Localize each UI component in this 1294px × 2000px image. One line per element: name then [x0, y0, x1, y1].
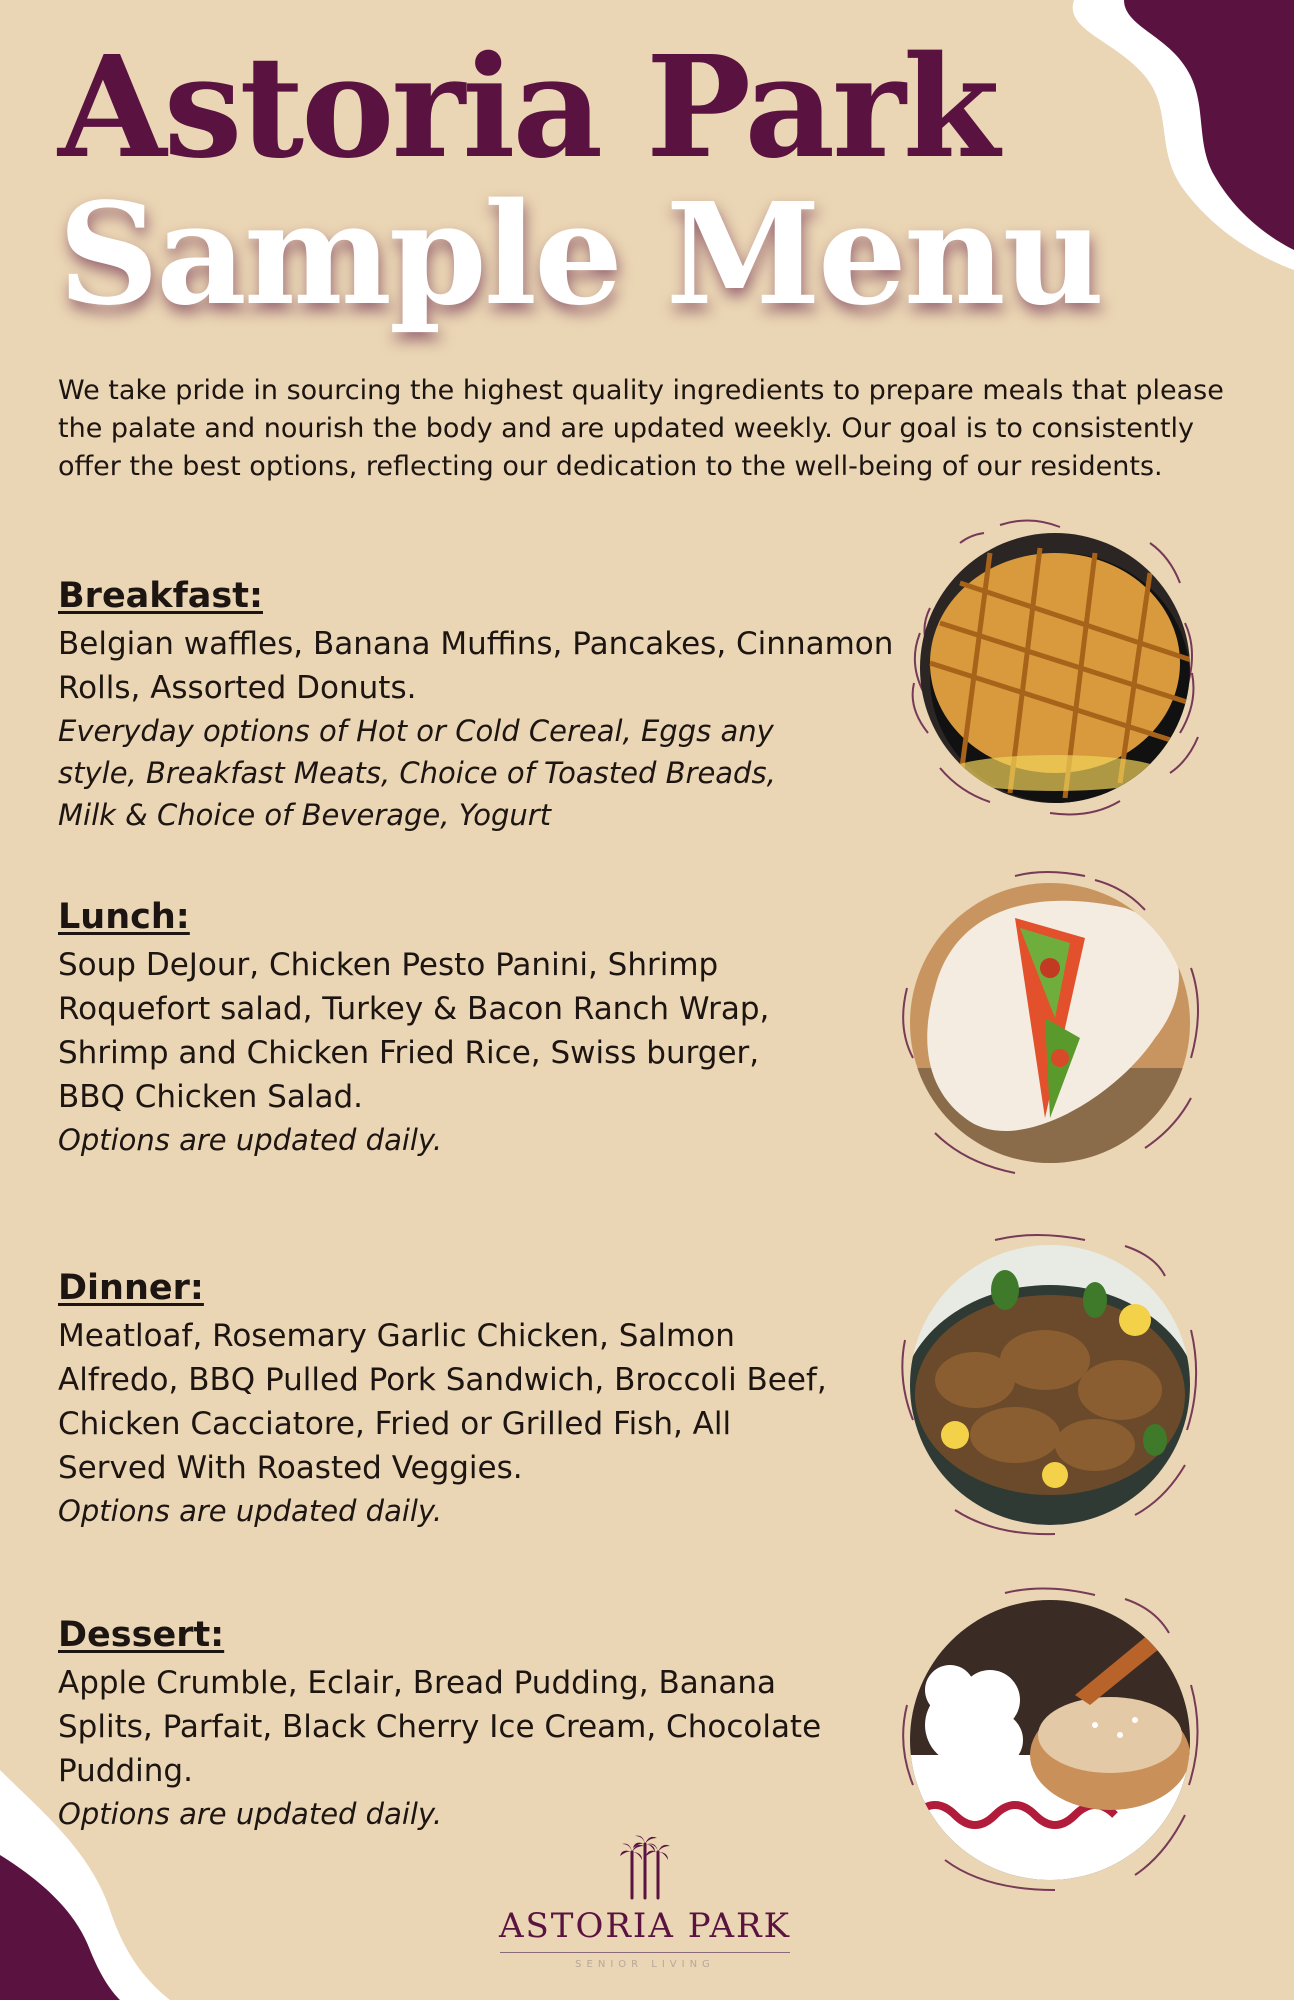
lunch-section — [58, 895, 798, 1161]
dessert-note: Options are updated daily. — [58, 1797, 443, 1831]
dessert-photo — [895, 1585, 1205, 1895]
lunch-note: Options are updated daily. — [58, 1123, 443, 1157]
dessert-section — [58, 1613, 848, 1835]
palm-trees-icon — [620, 1830, 670, 1900]
breakfast-section — [58, 574, 898, 836]
dinner-items: Meatloaf, Rosemary Garlic Chicken, Salmon Alfredo, BBQ Pulled Pork Sandwich, Broccoli Beef, Chicken Cacciatore, Fried or Grilled Fish, All Served With Roasted Veggies. — [58, 1318, 827, 1486]
lunch-heading: Lunch: — [58, 897, 190, 937]
logo-tagline: SENIOR LIVING — [575, 1959, 715, 1970]
dessert-items: Apple Crumble, Eclair, Bread Pudding, Banana Splits, Parfait, Black Cherry Ice Cream, Chocolate Pudding. — [58, 1665, 822, 1789]
wrap-photo — [895, 868, 1205, 1178]
title-sample-menu: Sample Menu — [58, 173, 1102, 337]
waffle-photo — [900, 513, 1210, 823]
roasted-chicken-photo — [895, 1230, 1205, 1540]
intro-paragraph: We take pride in sourcing the highest quality ingredients to prepare meals that please the palate and nourish the body and are updated weekly. Our goal is to consistently offer the best options, reflecting our dedication to the well-being of our residents. — [58, 375, 1224, 482]
title-astoria-park: Astoria Park — [58, 26, 997, 190]
dinner-note: Options are updated daily. — [58, 1494, 443, 1528]
dessert-heading: Dessert: — [58, 1615, 225, 1655]
dinner-heading: Dinner: — [58, 1268, 204, 1308]
breakfast-items: Belgian waffles, Banana Muffins, Pancakes, Cinnamon Rolls, Assorted Donuts. — [58, 626, 894, 706]
dinner-section — [58, 1266, 848, 1532]
logo-wordmark: ASTORIA PARK — [498, 1906, 792, 1946]
logo-divider — [500, 1952, 790, 1953]
breakfast-heading: Breakfast: — [58, 576, 263, 616]
astoria-park-logo — [495, 1830, 795, 1970]
breakfast-note: Everyday options of Hot or Cold Cereal, Eggs any style, Breakfast Meats, Choice of Toasted Breads, Milk & Choice of Beverage, Yogurt — [58, 714, 776, 832]
lunch-items: Soup DeJour, Chicken Pesto Panini, Shrimp Roquefort salad, Turkey & Bacon Ranch Wrap, Shrimp and Chicken Fried Rice, Swiss burger, BBQ Chicken Salad. — [58, 947, 770, 1115]
